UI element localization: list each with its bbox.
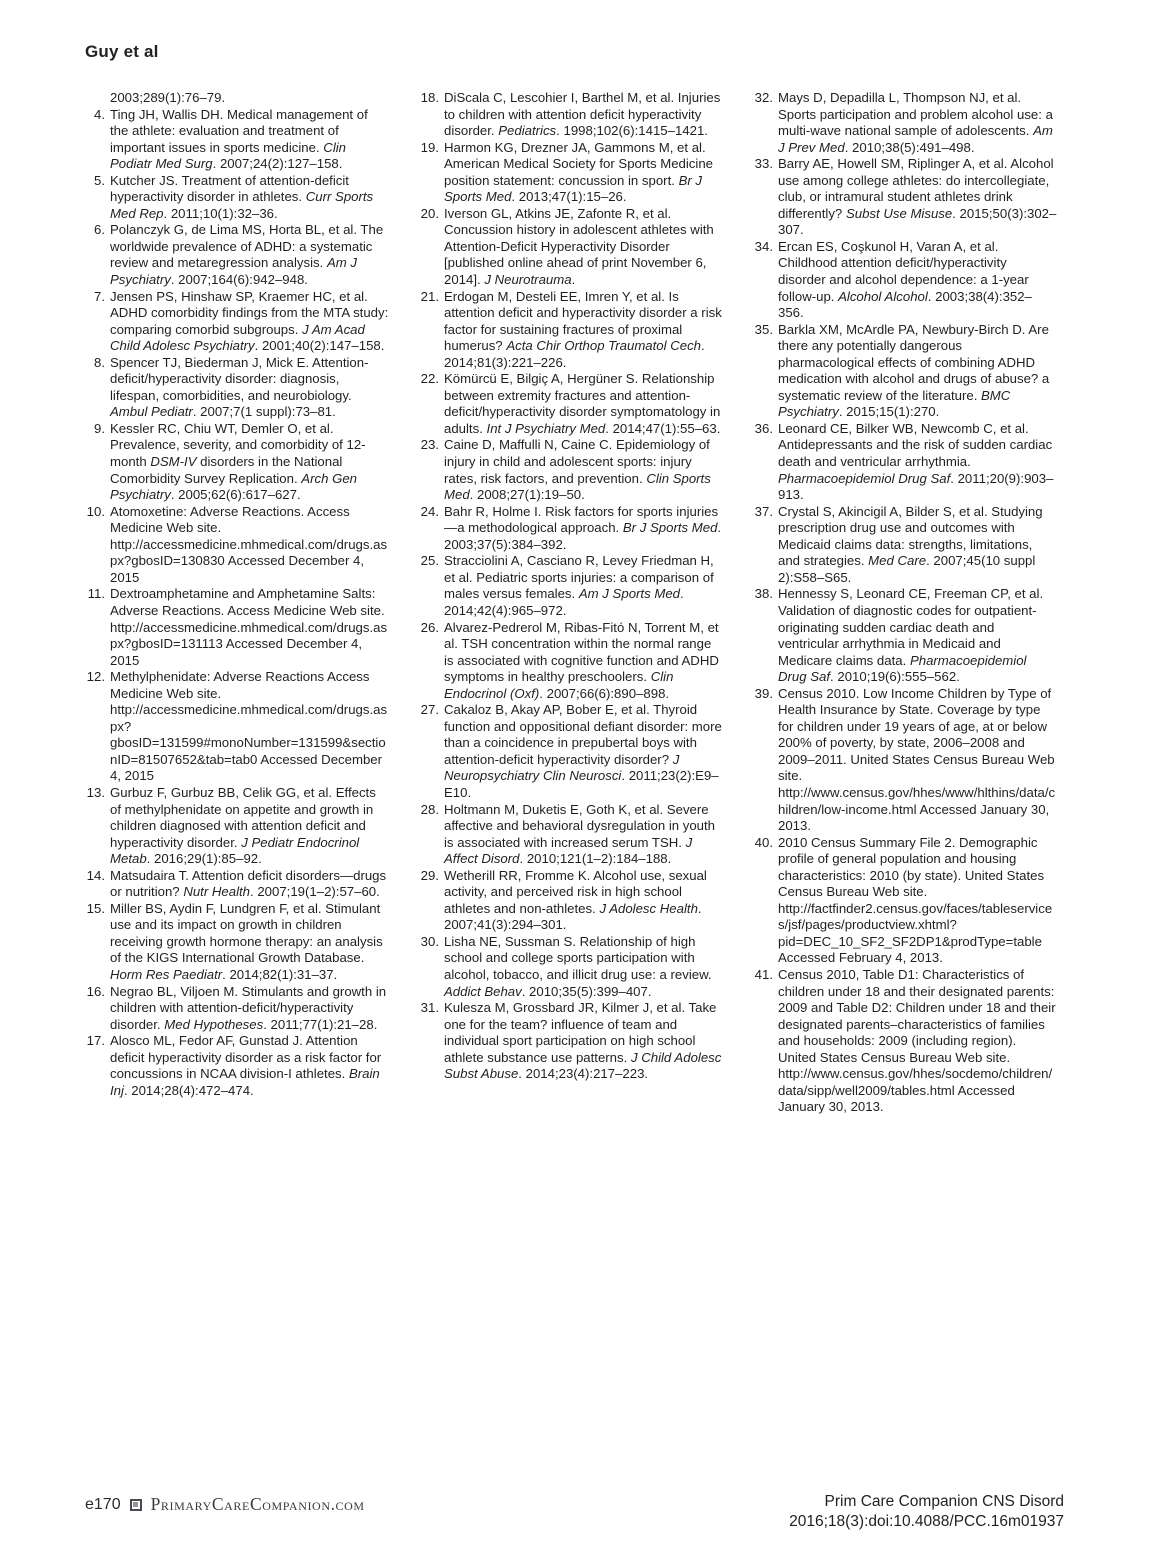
reference-item-12	[85, 669, 389, 785]
reference-number: 37.	[754, 503, 773, 519]
page-footer-left	[85, 1494, 365, 1515]
reference-item-18	[419, 90, 723, 140]
reference-text: Methylphenidate: Adverse Reactions Access Medicine Web site. http://accessmedicine.mhmedical.com/drugs.aspx?gbosID=131599#monoNumber=131599&sectionID=81507652&tab=tab0 Accessed December 4, 2015	[110, 669, 388, 784]
reference-text: Polanczyk G, de Lima MS, Horta BL, et al. The worldwide prevalence of ADHD: a systematic review and metaregression analysis. Am J Psychiatry. 2007;164(6):942–948.	[110, 222, 384, 288]
reference-number: 5.	[94, 172, 105, 188]
reference-text: Census 2010. Low Income Children by Type of Health Insurance by State. Coverage by type for children under 19 years of age, at or below 200% of poverty, by state, 2006–2008 and 2009–2011. United States Census Bureau Web site. http://www.census.gov/hhes/www/hlthins/data/children/low-income.html Accessed January 30, 2013.	[778, 685, 1056, 834]
reference-text: Mays D, Depadilla L, Thompson NJ, et al. Sports participation and problem alcohol use: a multi-wave national sample of adolescents. Am J Prev Med. 2010;38(5):491–498.	[778, 90, 1053, 155]
reference-number: 30.	[420, 933, 439, 949]
reference-item-33	[753, 156, 1057, 239]
reference-item-19	[419, 140, 723, 206]
reference-text: 2010 Census Summary File 2. Demographic profile of general population and housing characteristics: 2010 (by state). United States Census Bureau Web site. http://factfinder2.census.gov/faces/tableservices/jsf/pages/productview.xhtml?pid=DEC_10_SF2_SF2DP1&prodType=table Accessed February 4, 2013.	[778, 834, 1053, 966]
reference-item-16	[85, 984, 389, 1034]
reference-text: Crystal S, Akincigil A, Bilder S, et al. Studying prescription drug use and outcomes with Medicaid claims data: strengths, limitations, and strategies. Med Care. 2007;45(10 suppl 2):S58–S65.	[778, 503, 1043, 585]
reference-item-25	[419, 553, 723, 619]
reference-number: 28.	[420, 801, 439, 817]
reference-item-11	[85, 586, 389, 669]
reference-item-21	[419, 289, 723, 372]
reference-number: 29.	[420, 867, 439, 883]
reference-number: 39.	[754, 685, 773, 701]
reference-text: Caine D, Maffulli N, Caine C. Epidemiology of injury in child and adolescent sports: injury rates, risk factors, and prevention. Clin Sports Med. 2008;27(1):19–50.	[444, 437, 711, 503]
reference-number: 40.	[754, 834, 773, 850]
reference-number: 31.	[420, 1000, 439, 1016]
reference-text: Cakaloz B, Akay AP, Bober E, et al. Thyroid function and oppositional defiant disorder: more than a coincidence in prepubertal boys with attention-deficit hyperactivity disorder? J Neuropsychiatry Clin Neurosci. 2011;23(2):E9–E10.	[444, 702, 722, 800]
reference-item-5	[85, 173, 389, 223]
reference-column-2	[419, 90, 723, 1083]
reference-item-29	[419, 868, 723, 934]
reference-number: 35.	[754, 321, 773, 337]
reference-number: 20.	[420, 205, 439, 221]
reference-text: Matsudaira T. Attention deficit disorders—drugs or nutrition? Nutr Health. 2007;19(1–2):57–60.	[110, 867, 387, 900]
reference-text: Iverson GL, Atkins JE, Zafonte R, et al. Concussion history in adolescent athletes with Attention-Deficit Hyperactivity Disorder [published online ahead of print November 6, 2014]. J Neurotrauma.	[444, 205, 714, 288]
reference-item-24	[419, 504, 723, 554]
reference-number: 11.	[87, 586, 105, 602]
reference-number: 19.	[420, 139, 439, 155]
page-footer-right	[789, 1492, 1064, 1531]
reference-number	[85, 90, 105, 107]
reference-item-26	[419, 620, 723, 703]
reference-number: 26.	[420, 619, 439, 635]
reference-number: 6.	[94, 222, 105, 238]
reference-text: Hennessy S, Leonard CE, Freeman CP, et al. Validation of diagnostic codes for outpatient-originating sudden cardiac death and ventricular arrhythmia in Medicaid and Medicare claims data. Pharmacoepidemiol Drug Saf. 2010;19(6):555–562.	[778, 586, 1044, 685]
reference-text: Kutcher JS. Treatment of attention-deficit hyperactivity disorder in athletes. Curr Sports Med Rep. 2011;10(1):32–36.	[110, 172, 374, 221]
reference-number: 10.	[86, 503, 105, 519]
reference-item-17	[85, 1033, 389, 1099]
reference-text: Gurbuz F, Gurbuz BB, Celik GG, et al. Effects of methylphenidate on appetite and growth in children diagnosed with attention deficit and hyperactivity disorder. J Pediatr Endocrinol Metab. 2016;29(1):85–92.	[110, 784, 376, 867]
reference-item-6	[85, 222, 389, 288]
reference-item-30	[419, 934, 723, 1000]
reference-item-40	[753, 835, 1057, 967]
reference-item-9	[85, 421, 389, 504]
reference-item-7	[85, 289, 389, 355]
reference-number: 27.	[420, 702, 439, 718]
reference-text: Bahr R, Holme I. Risk factors for sports injuries—a methodological approach. Br J Sports Med. 2003;37(5):384–392.	[444, 503, 722, 552]
reference-number: 8.	[94, 354, 105, 370]
reference-text: Ting JH, Wallis DH. Medical management of the athlete: evaluation and treatment of important issues in sports medicine. Clin Podiatr Med Surg. 2007;24(2):127–158.	[110, 106, 368, 172]
reference-text: Wetherill RR, Fromme K. Alcohol use, sexual activity, and perceived risk in high school athletes and non-athletes. J Adolesc Health. 2007;41(3):294–301.	[444, 867, 707, 933]
reference-text: Alosco ML, Fedor AF, Gunstad J. Attention deficit hyperactivity disorder as a risk factor for concussions in NCAA division-I athletes. Brain Inj. 2014;28(4):472–474.	[110, 1033, 382, 1098]
reference-column-3	[753, 90, 1057, 1116]
references-columns	[85, 90, 1085, 1116]
reference-item-35	[753, 322, 1057, 421]
page-number: e170	[85, 1495, 121, 1513]
reference-text: Barry AE, Howell SM, Riplinger A, et al. Alcohol use among college athletes: do intercollegiate, club, or intramural student athletes drink differently? Subst Use Misuse. 2015;50(3):302–307.	[778, 156, 1057, 238]
reference-text: Harmon KG, Drezner JA, Gammons M, et al. American Medical Society for Sports Medicine position statement: concussion in sport. Br J Sports Med. 2013;47(1):15–26.	[444, 139, 713, 205]
reference-text: Miller BS, Aydin F, Lundgren F, et al. Stimulant use and its impact on growth in children receiving growth hormone therapy: an analysis of the KIGS International Growth Database. Horm Res Paediatr. 2014;82(1):31–37.	[110, 900, 383, 982]
reference-text: 2003;289(1):76–79.	[110, 90, 226, 105]
reference-number: 32.	[754, 90, 773, 105]
reference-item-13	[85, 785, 389, 868]
reference-number: 36.	[754, 420, 773, 436]
reference-text: Negrao BL, Viljoen M. Stimulants and growth in children with attention-deficit/hyperactivity disorder. Med Hypotheses. 2011;77(1):21–28.	[110, 983, 387, 1032]
reference-item-20	[419, 206, 723, 289]
reference-number: 17.	[86, 1033, 105, 1049]
reference-text: Holtmann M, Duketis E, Goth K, et al. Severe affective and behavioral dysregulation in youth is associated with increased serum TSH. J Affect Disord. 2010;121(1–2):184–188.	[444, 801, 716, 867]
reference-text: Lisha NE, Sussman S. Relationship of high school and college sports participation with alcohol, tobacco, and illicit drug use: a review. Addict Behav. 2010;35(5):399–407.	[444, 933, 712, 999]
reference-text: Leonard CE, Bilker WB, Newcomb C, et al. Antidepressants and the risk of sudden cardiac death and ventricular arrhythmia. Pharmacoepidemiol Drug Saf. 2011;20(9):903–913.	[778, 420, 1054, 503]
reference-item-31	[419, 1000, 723, 1083]
reference-number: 41.	[754, 966, 773, 982]
reference-text: DiScala C, Lescohier I, Barthel M, et al. Injuries to children with attention deficit hyperactivity disorder. Pediatrics. 1998;102(6):1415–1421.	[444, 90, 721, 139]
reference-item-10	[85, 504, 389, 587]
reference-text: Kessler RC, Chiu WT, Demler O, et al. Prevalence, severity, and comorbidity of 12-month DSM-IV disorders in the National Comorbidity Survey Replication. Arch Gen Psychiatry. 2005;62(6):617–627.	[110, 420, 366, 503]
reference-item-32	[753, 90, 1057, 156]
reference-text: Census 2010, Table D1: Characteristics of children under 18 and their designated parents: 2009 and Table D2: Children under 18 and their designated parents–characteristics of families and households: 2009 (including region). United States Census Bureau Web site. http://www.census.gov/hhes/socdemo/children/data/sipp/well2009/tables.html Accessed January 30, 2013.	[778, 966, 1056, 1115]
reference-number: 33.	[754, 156, 773, 172]
reference-item-22	[419, 371, 723, 437]
reference-number: 38.	[754, 586, 773, 602]
reference-item-36	[753, 421, 1057, 504]
reference-number: 12.	[86, 669, 105, 685]
reference-number: 7.	[94, 288, 105, 304]
reference-number: 4.	[94, 106, 105, 122]
reference-continuation	[85, 90, 389, 107]
reference-number: 13.	[86, 784, 105, 800]
reference-number: 24.	[420, 503, 439, 519]
reference-text: Ercan ES, Coşkunol H, Varan A, et al. Childhood attention deficit/hyperactivity disorder and alcohol dependence: a 1-year follow-up. Alcohol Alcohol. 2003;38(4):352–356.	[778, 238, 1032, 321]
reference-text: Erdogan M, Desteli EE, Imren Y, et al. Is attention deficit and hyperactivity disorder a risk factor for sustaining fractures of proximal humerus? Acta Chir Orthop Traumatol Cech. 2014;81(3):221–226.	[444, 288, 722, 370]
reference-item-23	[419, 437, 723, 503]
reference-text: Atomoxetine: Adverse Reactions. Access Medicine Web site. http://accessmedicine.mhmedical.com/drugs.aspx?gbosID=130830 Accessed December 4, 2015	[110, 503, 388, 585]
running-head: Guy et al	[85, 42, 159, 61]
reference-text: Jensen PS, Hinshaw SP, Kraemer HC, et al. ADHD comorbidity findings from the MTA study: comparing comorbid subgroups. J Am Acad Child Adolesc Psychiatry. 2001;40(2):147–158.	[110, 288, 389, 354]
reference-number: 22.	[420, 371, 439, 387]
journal-name: Prim Care Companion CNS Disord	[824, 1493, 1064, 1510]
reference-number: 14.	[86, 867, 105, 883]
reference-item-39	[753, 686, 1057, 835]
reference-number: 18.	[420, 90, 439, 105]
reference-item-4	[85, 107, 389, 173]
journal-logo-icon	[130, 1499, 142, 1511]
reference-text: Dextroamphetamine and Amphetamine Salts: Adverse Reactions. Access Medicine Web site. http://accessmedicine.mhmedical.com/drugs.aspx?gbosID=131113 Accessed December 4, 2015	[110, 586, 388, 668]
reference-number: 16.	[86, 983, 105, 999]
reference-item-41	[753, 967, 1057, 1116]
reference-number: 15.	[86, 900, 105, 916]
reference-text: Stracciolini A, Casciano R, Levey Friedman H, et al. Pediatric sports injuries: a comparison of males versus females. Am J Sports Med. 2014;42(4):965–972.	[444, 553, 714, 618]
reference-item-27	[419, 702, 723, 801]
reference-text: Kömürcü E, Bilgiç A, Hergüner S. Relationship between extremity fractures and attention-deficit/hyperactivity disorder symptomatology in adults. Int J Psychiatry Med. 2014;47(1):55–63.	[444, 371, 721, 436]
reference-text: Spencer TJ, Biederman J, Mick E. Attention-deficit/hyperactivity disorder: diagnosis, lifespan, comorbidities, and neurobiology. Ambul Pediatr. 2007;7(1 suppl):73–81.	[110, 354, 369, 420]
reference-item-14	[85, 868, 389, 901]
reference-number: 23.	[420, 437, 439, 453]
reference-column-1	[85, 90, 389, 1099]
reference-item-15	[85, 901, 389, 984]
reference-number: 9.	[94, 420, 105, 436]
reference-item-34	[753, 239, 1057, 322]
citation-doi: 2016;18(3):doi:10.4088/PCC.16m01937	[789, 1512, 1064, 1530]
reference-item-37	[753, 504, 1057, 587]
journal-website: PrimaryCareCompanion.com	[150, 1494, 365, 1514]
reference-item-38	[753, 586, 1057, 685]
reference-text: Alvarez-Pedrerol M, Ribas-Fitó N, Torrent M, et al. TSH concentration within the normal range is associated with cognitive function and ADHD symptoms in healthy preschoolers. Clin Endocrinol (Oxf). 2007;66(6):890–898.	[444, 619, 719, 701]
reference-text: Kulesza M, Grossbard JR, Kilmer J, et al. Take one for the team? influence of team and individual sport participation on high school athlete substance use patterns. J Child Adolesc Subst Abuse. 2014;23(4):217–223.	[444, 1000, 722, 1082]
reference-item-8	[85, 355, 389, 421]
reference-item-28	[419, 802, 723, 868]
reference-number: 34.	[754, 238, 773, 254]
reference-number: 25.	[420, 553, 439, 569]
reference-number: 21.	[420, 288, 439, 304]
reference-text: Barkla XM, McArdle PA, Newbury-Birch D. Are there any potentially dangerous pharmacological effects of combining ADHD medication with alcohol and drugs of abuse? a systematic review of the literature. BMC Psychiatry. 2015;15(1):270.	[778, 321, 1050, 420]
